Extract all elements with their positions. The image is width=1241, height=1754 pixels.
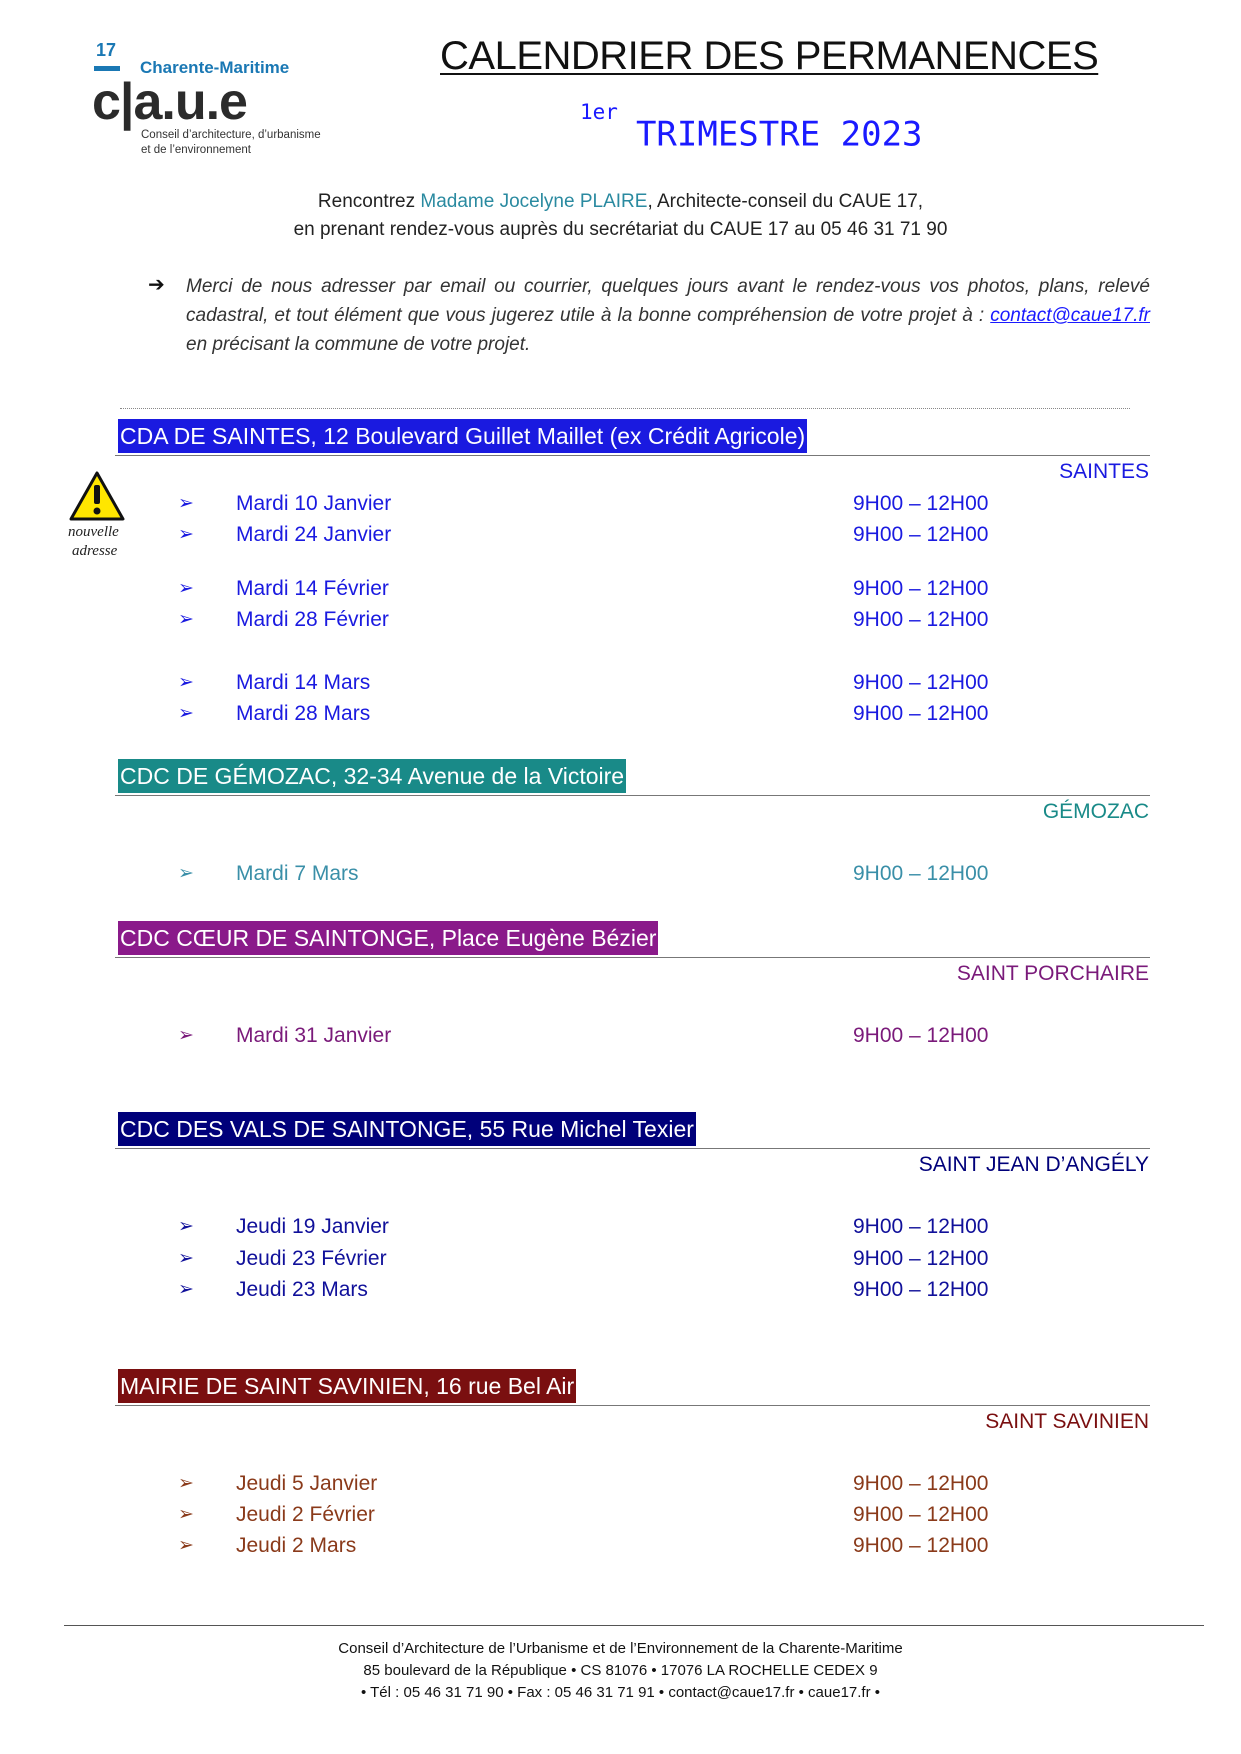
arrow-bullet-icon: ➢ <box>178 1535 194 1556</box>
row-time: 9H00 – 12H00 <box>853 702 989 725</box>
section-rule <box>115 795 1150 796</box>
table-row <box>0 1024 1241 1054</box>
intro-prefix: Rencontrez <box>317 191 421 212</box>
note-text-end: en précisant la commune de votre projet. <box>186 334 531 355</box>
warning-label-1: nouvelle <box>68 524 119 540</box>
row-date: Mardi 14 Février <box>236 577 389 600</box>
row-date: Mardi 28 Février <box>236 608 389 631</box>
row-time: 9H00 – 12H00 <box>853 1503 989 1526</box>
section-city-saintes: SAINTES <box>1059 460 1149 483</box>
trimester-ordinal: 1er <box>580 100 618 124</box>
section-label-saint-jean: CDC DES VALS DE SAINTONGE, 55 Rue Michel Texier <box>118 1112 696 1146</box>
trimester-heading <box>580 100 923 155</box>
section-city-saint-savinien: SAINT SAVINIEN <box>985 1410 1149 1433</box>
row-time: 9H00 – 12H00 <box>853 1215 989 1238</box>
arrow-bullet-icon: ➢ <box>178 1504 194 1525</box>
table-row <box>0 671 1241 701</box>
architect-name: Madame Jocelyne PLAIRE <box>420 191 648 212</box>
section-city-gemozac: GÉMOZAC <box>1042 800 1149 823</box>
arrow-bullet-icon: ➢ <box>178 863 194 884</box>
arrow-bullet-icon: ➢ <box>178 609 194 630</box>
row-date: Jeudi 23 Février <box>236 1247 387 1270</box>
row-date: Mardi 24 Janvier <box>236 523 392 546</box>
section-label-saintes: CDA DE SAINTES, 12 Boulevard Guillet Maillet (ex Crédit Agricole) <box>118 419 807 453</box>
table-row <box>0 608 1241 638</box>
row-time: 9H00 – 12H00 <box>853 523 989 546</box>
intro-line-1 <box>0 191 1241 213</box>
page-title: CALENDRIER DES PERMANENCES <box>440 34 1099 78</box>
row-time: 9H00 – 12H00 <box>853 577 989 600</box>
table-row <box>0 862 1241 892</box>
table-row <box>0 1215 1241 1245</box>
row-date: Mardi 10 Janvier <box>236 492 392 515</box>
arrow-bullet-icon: ➢ <box>178 1248 194 1269</box>
logo-region: Charente-Maritime <box>140 58 290 77</box>
footer-address: 85 boulevard de la République • CS 81076 • 17076 LA ROCHELLE CEDEX 9 <box>363 1662 878 1679</box>
section-label-gemozac: CDC DE GÉMOZAC, 32-34 Avenue de la Victoire <box>118 759 626 793</box>
section-label-saint-porchaire: CDC CŒUR DE SAINTONGE, Place Eugène Bézier <box>118 921 658 955</box>
section-rule <box>115 1405 1150 1406</box>
arrow-bullet-icon: ➢ <box>178 1216 194 1237</box>
row-time: 9H00 – 12H00 <box>853 1472 989 1495</box>
table-row <box>0 1278 1241 1308</box>
instructions-note <box>186 272 1150 359</box>
footer-rule <box>64 1625 1204 1626</box>
row-date: Jeudi 2 Mars <box>236 1534 357 1557</box>
row-date: Mardi 31 Janvier <box>236 1024 392 1047</box>
warning-label-2: adresse <box>72 543 118 559</box>
table-row <box>0 1472 1241 1502</box>
table-row <box>0 523 1241 553</box>
logo-bar <box>94 66 120 71</box>
table-row <box>0 1247 1241 1277</box>
row-time: 9H00 – 12H00 <box>853 608 989 631</box>
row-time: 9H00 – 12H00 <box>853 1534 989 1557</box>
row-date: Jeudi 5 Janvier <box>236 1472 378 1495</box>
section-label-saint-savinien: MAIRIE DE SAINT SAVINIEN, 16 rue Bel Air <box>118 1369 576 1403</box>
row-time: 9H00 – 12H00 <box>853 862 989 885</box>
logo-caue: c|a.u.e <box>92 73 247 131</box>
dotted-divider <box>120 408 1130 409</box>
arrow-bullet-icon: ➢ <box>178 1473 194 1494</box>
arrow-right-icon: ➔ <box>148 274 165 296</box>
row-date: Mardi 14 Mars <box>236 671 371 694</box>
row-time: 9H00 – 12H00 <box>853 1247 989 1270</box>
section-rule <box>115 1148 1150 1149</box>
arrow-bullet-icon: ➢ <box>178 524 194 545</box>
email-link[interactable]: contact@caue17.fr <box>990 305 1150 326</box>
table-row <box>0 1503 1241 1533</box>
arrow-bullet-icon: ➢ <box>178 578 194 599</box>
logo-subtitle-2: et de l’environnement <box>141 144 251 156</box>
arrow-bullet-icon: ➢ <box>178 672 194 693</box>
section-rule <box>115 957 1150 958</box>
row-date: Mardi 7 Mars <box>236 862 359 885</box>
arrow-bullet-icon: ➢ <box>178 1025 194 1046</box>
arrow-bullet-icon: ➢ <box>178 1279 194 1300</box>
row-time: 9H00 – 12H00 <box>853 1278 989 1301</box>
trimester-label: TRIMESTRE 2023 <box>635 114 923 155</box>
note-text: Merci de nous adresser par email ou courrier, quelques jours avant le rendez-vous vos photos, plans, relevé cadastral, et tout élément que vous jugerez utile à la bonne compréhension de votre projet à : <box>186 276 1150 326</box>
arrow-bullet-icon: ➢ <box>178 703 194 724</box>
footer-contact: • Tél : 05 46 31 71 90 • Fax : 05 46 31 71 91 • contact@caue17.fr • caue17.fr • <box>360 1684 881 1701</box>
intro-line-2: en prenant rendez-vous auprès du secrétariat du CAUE 17 au 05 46 31 71 90 <box>293 219 948 240</box>
section-city-saint-porchaire: SAINT PORCHAIRE <box>956 962 1149 985</box>
section-rule <box>115 455 1150 456</box>
footer-organization: Conseil d’Architecture de l’Urbanisme et de l’Environnement de la Charente-Maritime <box>338 1640 903 1657</box>
table-row <box>0 1534 1241 1564</box>
row-time: 9H00 – 12H00 <box>853 492 989 515</box>
row-time: 9H00 – 12H00 <box>853 1024 989 1047</box>
intro-suffix: , Architecte-conseil du CAUE 17, <box>647 191 924 212</box>
logo-subtitle-1: Conseil d’architecture, d’urbanisme <box>141 129 321 141</box>
table-row <box>0 492 1241 522</box>
row-date: Jeudi 19 Janvier <box>236 1215 389 1238</box>
table-row <box>0 577 1241 607</box>
row-time: 9H00 – 12H00 <box>853 671 989 694</box>
section-city-saint-jean: SAINT JEAN D’ANGÉLY <box>918 1153 1149 1176</box>
row-date: Jeudi 2 Février <box>236 1503 375 1526</box>
row-date: Jeudi 23 Mars <box>236 1278 368 1301</box>
table-row <box>0 702 1241 732</box>
logo-number: 17 <box>96 40 117 60</box>
row-date: Mardi 28 Mars <box>236 702 371 725</box>
arrow-bullet-icon: ➢ <box>178 493 194 514</box>
